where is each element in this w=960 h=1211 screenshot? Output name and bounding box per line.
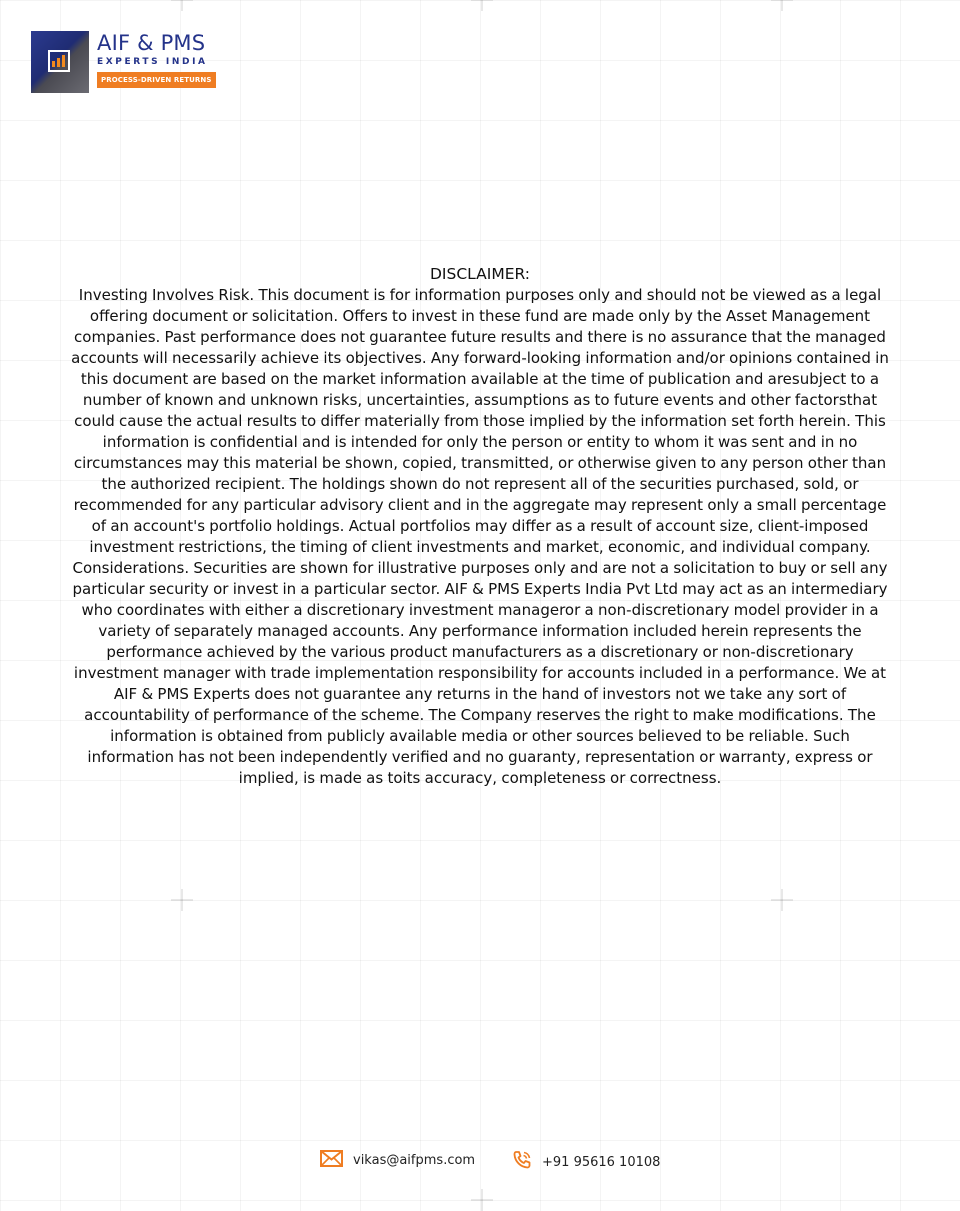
brand-subtitle: EXPERTS INDIA [97, 57, 208, 67]
brand-tagline: PROCESS-DRIVEN RETURNS [97, 72, 216, 88]
logo-text [97, 31, 216, 88]
logo-bar [62, 55, 65, 67]
phone-icon [512, 1150, 532, 1174]
disclaimer-body: Investing Involves Risk. This document is for information purposes only and should not be viewed as a legal offering document or solicitation. Offers to invest in these fund are made only by the Asset Management companies. Past performance does not guarantee future results and there is no assurance that the managed accounts will necessarily achieve its objectives. Any forward-looking information and/or opinions contained in this document are based on the market information available at the time of publication and aresubject to a number of known and unknown risks, uncertainties, assumptions as to future events and other factorsthat could cause the actual results to differ materially from those implied by the information set forth herein. This information is confidential and is intended for only the person or entity to whom it was sent and in no circumstances may this material be shown, copied, transmitted, or otherwise given to any person other than the authorized recipient. The holdings shown do not represent all of the securities purchased, sold, or recommended for any particular advisory client and in the aggregate may represent only a small percentage of an account's portfolio holdings. Actual portfolios may differ as a result of account size, client-imposed investment restrictions, the timing of client investments and market, economic, and individual company. Considerations. Securities are shown for illustrative purposes only and are not a solicitation to buy or sell any particular security or invest in a particular sector. AIF & PMS Experts India Pvt Ltd may act as an intermediary who coordinates with either a discretionary investment manageror a non-discretionary model provider in a variety of separately managed accounts. Any performance information included herein represents the performance achieved by the various product manufacturers as a discretionary or non-discretionary investment manager with trade implementation responsibility for accounts included in a performance. We at AIF & PMS Experts does not guarantee any returns in the hand of investors not we take any sort of accountability of performance of the scheme. The Company reserves the right to make modifications. The information is obtained from publicly available media or other sources believed to be reliable. Such information has not been independently verified and no guaranty, representation or warranty, express or implied, is made as toits accuracy, completeness or correctness. [71, 286, 889, 787]
disclaimer-section [66, 264, 894, 789]
grid-cross-decoration [171, 0, 193, 11]
footer [0, 1150, 960, 1170]
email-contact[interactable] [320, 1150, 475, 1171]
grid-cross-decoration [471, 0, 493, 11]
grid-cross-decoration [171, 889, 193, 911]
mail-icon [320, 1150, 343, 1171]
phone-contact[interactable] [512, 1150, 660, 1174]
logo-bar [57, 58, 60, 67]
phone-number[interactable]: +91 95616 10108 [542, 1154, 661, 1170]
grid-cross-decoration [771, 0, 793, 11]
email-address[interactable]: vikas@aifpms.com [353, 1153, 476, 1168]
company-logo [31, 31, 216, 93]
grid-cross-decoration [471, 1189, 493, 1211]
disclaimer-heading: DISCLAIMER: [429, 265, 531, 283]
logo-mark-icon [31, 31, 89, 93]
logo-bar [52, 61, 55, 67]
grid-cross-decoration [771, 889, 793, 911]
brand-title: AIF & PMS [97, 31, 206, 55]
